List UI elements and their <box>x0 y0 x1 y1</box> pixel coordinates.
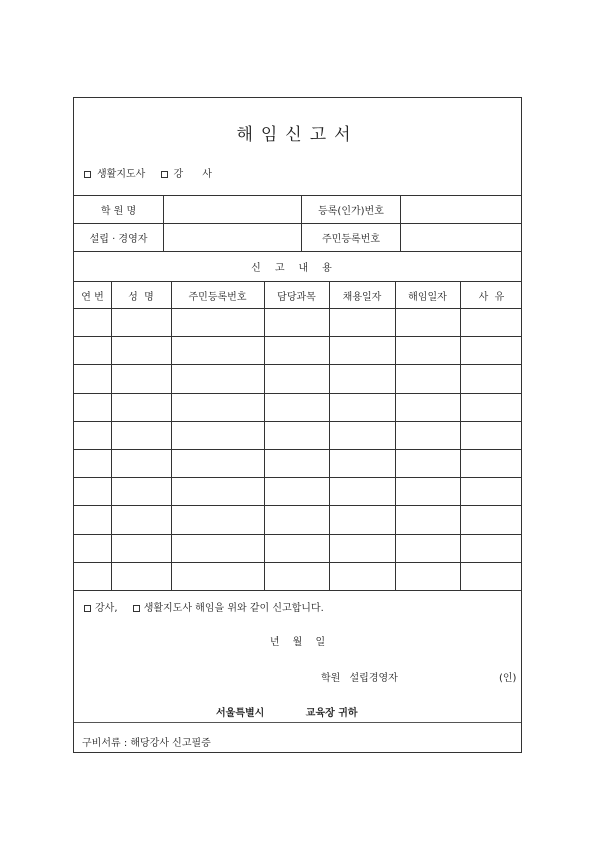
resident-number-label: 주민등록번호 <box>322 234 380 245</box>
type-option-lecturer[interactable] <box>161 169 218 180</box>
table-cell[interactable] <box>461 450 523 477</box>
seal-mark: (인) <box>499 673 517 684</box>
registration-number-field[interactable] <box>401 196 523 223</box>
table-cell[interactable] <box>330 337 395 364</box>
table-cell[interactable] <box>461 535 523 562</box>
type-option-guidance-label: 생활지도사 <box>97 169 146 180</box>
table-cell[interactable] <box>396 535 460 562</box>
table-cell[interactable] <box>112 563 171 590</box>
checkbox-icon <box>133 605 140 612</box>
table-cell[interactable] <box>172 478 264 505</box>
table-cell[interactable] <box>172 309 264 336</box>
addressee-recipient: 교육장 귀하 <box>305 708 358 719</box>
table-cell[interactable] <box>172 535 264 562</box>
table-cell[interactable] <box>461 337 523 364</box>
checkbox-icon <box>84 605 91 612</box>
table-cell[interactable] <box>330 394 395 421</box>
table-cell[interactable] <box>265 337 329 364</box>
table-cell[interactable] <box>75 563 111 590</box>
table-cell[interactable] <box>396 422 460 449</box>
table-cell[interactable] <box>330 422 395 449</box>
table-cell[interactable] <box>461 422 523 449</box>
table-cell[interactable] <box>461 394 523 421</box>
table-cell[interactable] <box>75 478 111 505</box>
table-cell[interactable] <box>112 394 171 421</box>
attachments-note: 구비서류 : 해당강사 신고필증 <box>82 738 211 749</box>
table-cell[interactable] <box>265 535 329 562</box>
checkbox-icon <box>84 171 91 178</box>
table-cell[interactable] <box>172 422 264 449</box>
table-cell[interactable] <box>75 535 111 562</box>
founder-field[interactable] <box>164 224 301 251</box>
table-cell[interactable] <box>330 450 395 477</box>
column-header: 담당과목 <box>277 291 316 303</box>
column-header: 연 번 <box>81 291 104 303</box>
checkbox-icon <box>161 171 168 178</box>
table-cell[interactable] <box>396 365 460 392</box>
table-cell[interactable] <box>112 337 171 364</box>
form-title: 해임신고서 <box>236 125 359 145</box>
column-header: 해임일자 <box>408 291 447 303</box>
type-option-guidance[interactable] <box>84 169 151 180</box>
column-header: 채용일자 <box>342 291 382 303</box>
table-cell[interactable] <box>396 450 460 477</box>
column-header: 사 유 <box>478 291 505 303</box>
table-cell[interactable] <box>396 394 460 421</box>
academy-name-label: 학 원 명 <box>100 206 137 217</box>
table-cell[interactable] <box>75 365 111 392</box>
table-cell[interactable] <box>330 506 395 533</box>
table-cell[interactable] <box>330 563 395 590</box>
table-cell[interactable] <box>396 506 460 533</box>
table-cell[interactable] <box>265 506 329 533</box>
type-option-lecturer-label: 강 사 <box>173 169 212 180</box>
table-cell[interactable] <box>172 365 264 392</box>
table-cell[interactable] <box>265 478 329 505</box>
notice-option-lecturer[interactable] <box>84 603 118 614</box>
table-cell[interactable] <box>112 422 171 449</box>
table-cell[interactable] <box>112 506 171 533</box>
report-date: 년 월 일 <box>269 637 326 648</box>
table-cell[interactable] <box>172 337 264 364</box>
table-cell[interactable] <box>330 478 395 505</box>
table-cell[interactable] <box>461 365 523 392</box>
notice-line <box>84 599 324 614</box>
section-title: 신고내용 <box>251 263 346 274</box>
table-cell[interactable] <box>461 563 523 590</box>
table-cell[interactable] <box>172 450 264 477</box>
academy-name-field[interactable] <box>164 196 301 223</box>
table-cell[interactable] <box>75 337 111 364</box>
table-cell[interactable] <box>112 478 171 505</box>
table-cell[interactable] <box>396 478 460 505</box>
table-cell[interactable] <box>75 394 111 421</box>
table-cell[interactable] <box>172 394 264 421</box>
divider <box>74 590 521 591</box>
resident-number-field[interactable] <box>401 224 523 251</box>
table-cell[interactable] <box>112 535 171 562</box>
registration-number-label: 등록(인가)번호 <box>318 206 384 217</box>
table-cell[interactable] <box>265 450 329 477</box>
table-cell[interactable] <box>330 365 395 392</box>
table-cell[interactable] <box>396 337 460 364</box>
applicant-line: 학원 설립경영자 <box>321 673 398 684</box>
table-cell[interactable] <box>396 563 460 590</box>
notice-option-lecturer-label: 강사, <box>95 603 118 614</box>
addressee-org: 서울특별시 <box>216 708 265 719</box>
table-cell[interactable] <box>265 309 329 336</box>
table-cell[interactable] <box>396 309 460 336</box>
table-cell[interactable] <box>330 535 395 562</box>
notice-option-guidance[interactable] <box>133 603 324 614</box>
table-cell[interactable] <box>461 506 523 533</box>
table-cell[interactable] <box>265 394 329 421</box>
addressee <box>216 704 358 719</box>
table-cell[interactable] <box>172 506 264 533</box>
type-selection <box>84 165 224 180</box>
notice-option-guidance-label: 생활지도사 해임을 위와 같이 신고합니다. <box>143 603 324 614</box>
table-cell[interactable] <box>172 563 264 590</box>
table-cell[interactable] <box>461 478 523 505</box>
table-cell[interactable] <box>112 450 171 477</box>
column-header: 성 명 <box>128 291 154 303</box>
divider <box>74 722 521 723</box>
table-cell[interactable] <box>112 309 171 336</box>
table-cell[interactable] <box>330 309 395 336</box>
table-cell[interactable] <box>75 309 111 336</box>
table-cell[interactable] <box>75 506 111 533</box>
table-cell[interactable] <box>265 422 329 449</box>
table-cell[interactable] <box>265 365 329 392</box>
table-cell[interactable] <box>112 365 171 392</box>
table-cell[interactable] <box>75 422 111 449</box>
dismissal-report-form <box>73 97 522 753</box>
table-cell[interactable] <box>461 309 523 336</box>
column-header: 주민등록번호 <box>188 291 247 303</box>
table-cell[interactable] <box>265 563 329 590</box>
founder-label: 설립 · 경영자 <box>89 234 148 245</box>
table-cell[interactable] <box>75 450 111 477</box>
